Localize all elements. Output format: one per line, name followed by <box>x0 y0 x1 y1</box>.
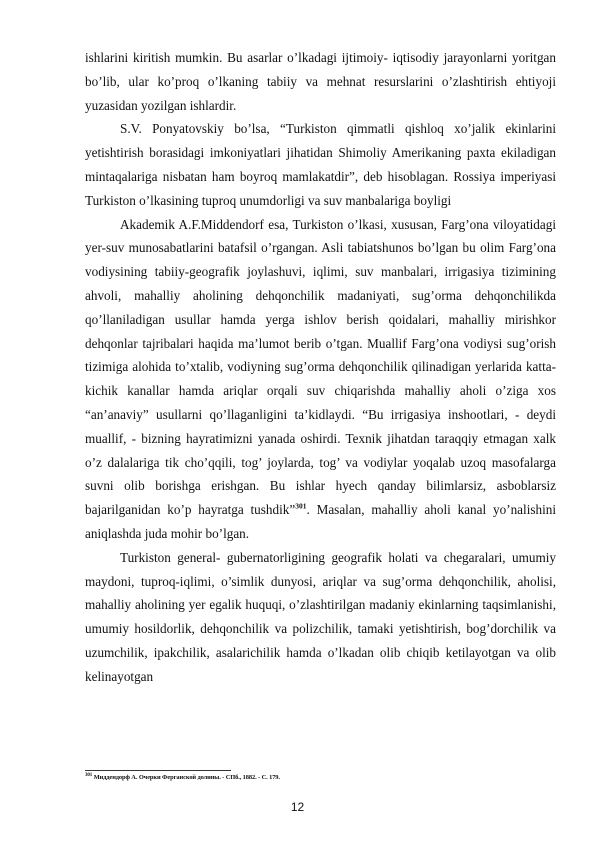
paragraph-3 <box>85 213 556 546</box>
paragraph-3-text-after: . Masalan, mahalliy aholi kanal yo’nalishini aniqlashda juda mohir bo’lgan. <box>85 502 557 541</box>
page-body <box>85 46 556 689</box>
footnote-reference[interactable]: 301 <box>295 501 307 511</box>
paragraph-3-text-before: Akademik A.F.Middendorf esa, Turkiston o’lkasi, xususan, Farg’ona viloyatidagi yer-suv munosabatlarini batafsil o’rgangan. Asli tabiatshunos bo’lgan bu olim Farg’ona vodiysining tabiiy-geografik joylashuvi, iqlimi, suv manbalari, irrigasiya tizimining ahvoli, mahalliy aholining dehqonchilik madaniyati, sug’orma dehqonchilikda qo’llaniladigan usullar hamda yerga ishlov berish qoidalari, mahalliy mirishkor dehqonlar tajribalari haqida ma’lumot berib o’tgan. Muallif Farg’ona vodiysi sug’orish tizimiga alohida to’xtalib, vodiyning sug’orma dehqonchilik qilinadigan yerlarida katta-kichik kanallar hamda ariqlar orqali suv chiqarishda mahalliy aholi o’ziga xos “an’anaviy” usullarni qo’llaganligini ta’kidlaydi. “Bu irrigasiya inshootlari, - deydi muallif, - bizning hayratimizni yanada oshirdi. Texnik jihatdan taraqqiy etmagan xalk o’z dalalariga tik cho’qqili, tog’ joylarda, tog’ va vodiylar yoqalab uzoq masofalarga suvni olib borishga erishgan. Bu ishlar hyech qanday bilimlarsiz, asboblarsiz bajarilganidan ko’p hayratga tushdik” <box>85 216 556 518</box>
paragraph-4: Turkiston general- gubernatorligining geografik holati va chegaralari, umumiy maydoni, tuproq-iqlimi, o’simlik dunyosi, ariqlar va sug’orma dehqonchilik, aholisi, mahalliy aholining yer egalik huquqi, o’zlashtirilgan madaniy ekinlarning taqsimlanishi, umumiy hosildorlik, dehqonchilik va polizchilik, tamaki yetishtirish, bog’dorchilik va uzumchilik, ipakchilik, asalarichilik hamda o’lkadan olib chiqib ketilayotgan va olib kelinayotgan <box>85 549 556 684</box>
page-number: 12 <box>290 800 305 814</box>
footnote-number: 301 <box>85 772 93 778</box>
footnote-divider <box>85 770 231 771</box>
paragraph-2: S.V. Ponyatovskiy bo’lsa, “Turkiston qimmatli qishloq xo’jalik ekinlarini yetishtirish borasidagi imkoniyatlari jihatidan Shimoliy Amerikaning paxta ekiladigan mintaqalariga nisbatan ham boyroq mamlakatdir”, deb hisoblagan. Rossiya imperiyasi Turkiston o’lkasining tuproq unumdorligi va suv manbalariga boyligi <box>85 121 556 208</box>
footnote-text: Миддендорф А. Очерки Ферганской долины. - СПб., 1882. - С. 179. <box>93 774 280 781</box>
footnote <box>85 773 556 782</box>
paragraph-1: ishlarini kiritish mumkin. Bu asarlar o’lkadagi ijtimoiy- iqtisodiy jarayonlarni yoritgan bo’lib, ular ko’proq o’lkaning tabiiy va mehnat resurslarini o’zlashtirish ehtiyoji yuzasidan yozilgan ishlardir. <box>85 50 556 113</box>
